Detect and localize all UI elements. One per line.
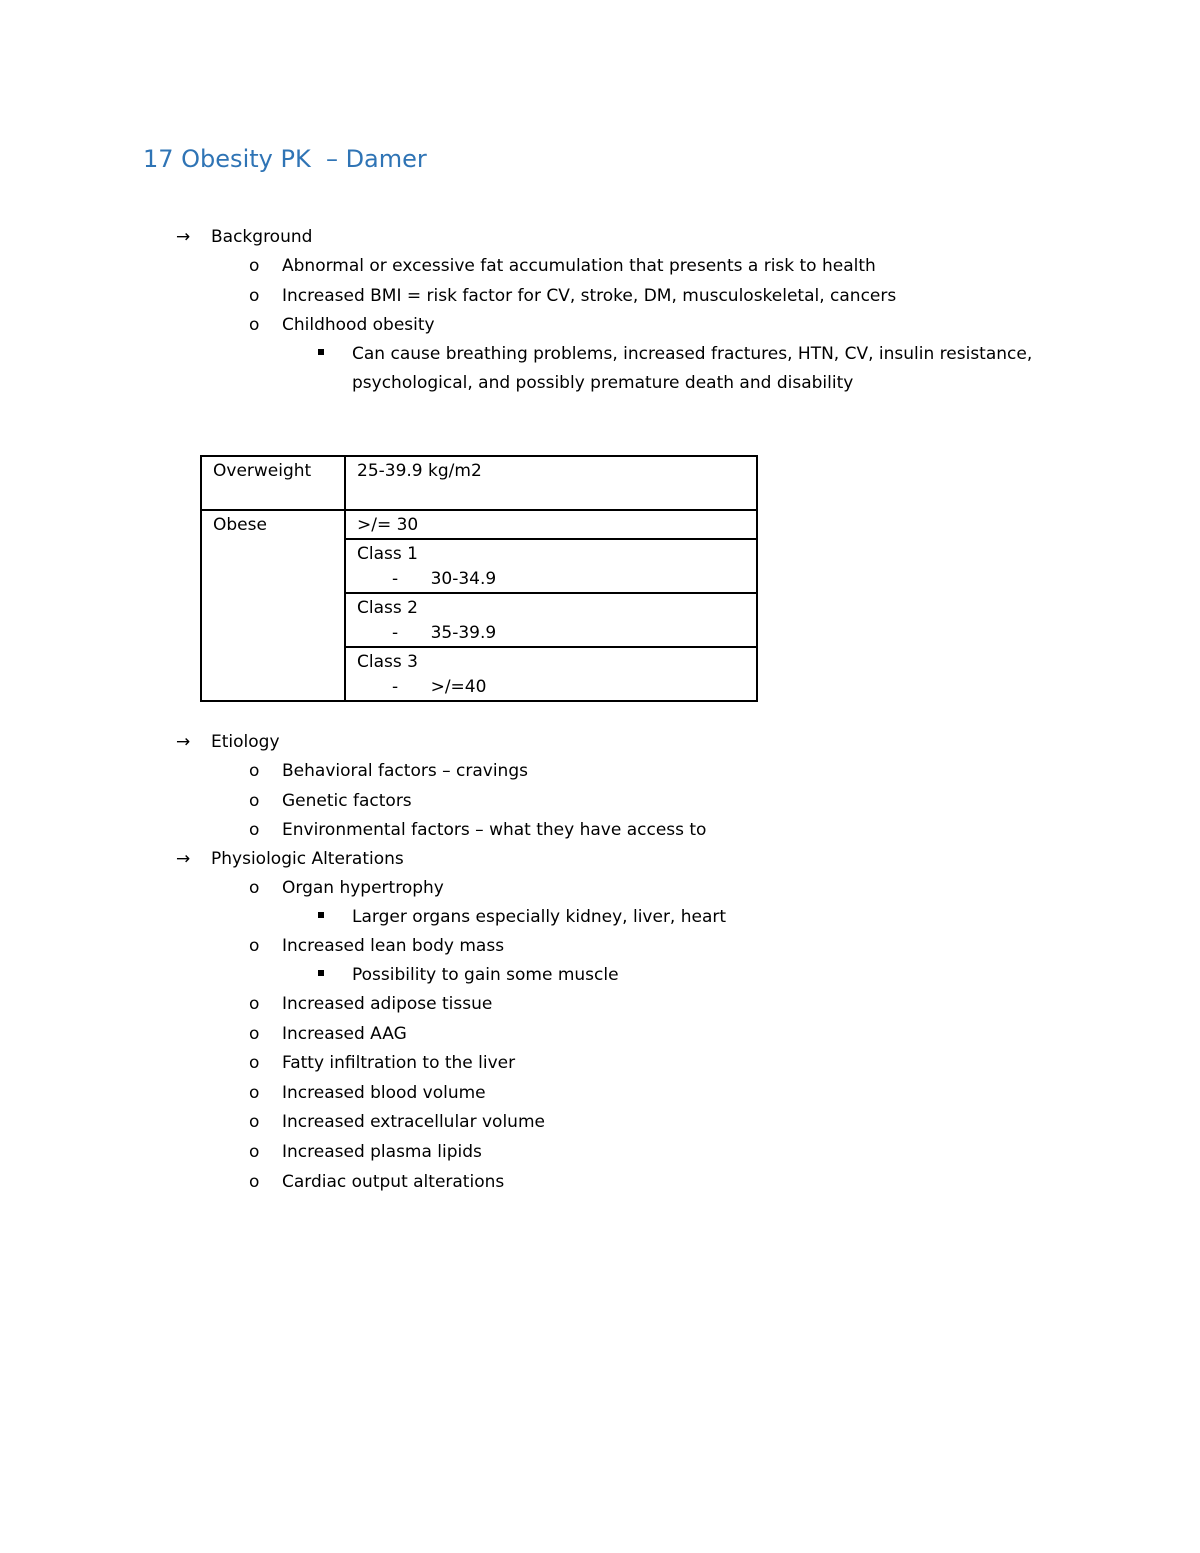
dash: - [392,677,399,697]
class-name: Class 1 [357,544,418,564]
circle-bullet: o [249,1172,260,1192]
sub-list-item: Can cause breathing problems, increased fractures, HTN, CV, insulin resistance, [352,344,1033,364]
table-cell-class [345,647,757,701]
list-item: Increased plasma lipids [282,1142,482,1162]
class-range [357,675,746,700]
circle-bullet: o [249,791,260,811]
circle-bullet: o [249,256,260,276]
list-item: Increased blood volume [282,1083,486,1103]
sub-list-item: Possibility to gain some muscle [352,965,619,985]
list-item: Environmental factors – what they have access to [282,820,707,840]
class-range-value: 35-39.9 [430,623,497,643]
list-item: Cardiac output alterations [282,1172,505,1192]
section-heading-physiologic: Physiologic Alterations [211,849,404,869]
list-item: Increased AAG [282,1024,407,1044]
table-cell-value: >/= 30 [345,510,757,539]
circle-bullet: o [249,1024,260,1044]
circle-bullet: o [249,1112,260,1132]
sub-list-item-continued: psychological, and possibly premature death and disability [352,373,854,393]
table-cell-label: Overweight [201,456,345,510]
class-range-value: >/=40 [430,677,487,697]
section-heading-background: Background [211,227,313,247]
list-item: Abnormal or excessive fat accumulation that presents a risk to health [282,256,876,276]
table-cell-class [345,539,757,593]
circle-bullet: o [249,286,260,306]
table-cell-class [345,593,757,647]
class-range-value: 30-34.9 [430,569,497,589]
list-item: Behavioral factors – cravings [282,761,528,781]
square-bullet [318,912,324,918]
table-row [201,510,757,539]
circle-bullet: o [249,761,260,781]
square-bullet [318,349,324,355]
list-item: Increased lean body mass [282,936,505,956]
list-item: Childhood obesity [282,315,435,335]
circle-bullet: o [249,994,260,1014]
circle-bullet: o [249,1053,260,1073]
table-cell-value: 25-39.9 kg/m2 [345,456,757,510]
arrow-bullet: → [176,849,191,869]
square-bullet [318,970,324,976]
table-cell-label: Obese [201,510,345,701]
table-row [201,456,757,510]
dash: - [392,569,399,589]
list-item: Increased extracellular volume [282,1112,545,1132]
section-heading-etiology: Etiology [211,732,280,752]
arrow-bullet: → [176,227,191,247]
arrow-bullet: → [176,732,191,752]
list-item: Genetic factors [282,791,412,811]
circle-bullet: o [249,315,260,335]
circle-bullet: o [249,820,260,840]
page-title: 17 Obesity PK – Damer [143,145,427,173]
class-range [357,567,746,592]
sub-list-item: Larger organs especially kidney, liver, heart [352,907,727,927]
class-name: Class 2 [357,598,418,618]
dash: - [392,623,399,643]
list-item: Fatty infiltration to the liver [282,1053,516,1073]
class-range [357,621,746,646]
circle-bullet: o [249,936,260,956]
class-name: Class 3 [357,652,418,672]
circle-bullet: o [249,878,260,898]
circle-bullet: o [249,1083,260,1103]
circle-bullet: o [249,1142,260,1162]
list-item: Increased adipose tissue [282,994,493,1014]
list-item: Organ hypertrophy [282,878,444,898]
list-item: Increased BMI = risk factor for CV, stroke, DM, musculoskeletal, cancers [282,286,897,306]
bmi-table [200,455,758,702]
